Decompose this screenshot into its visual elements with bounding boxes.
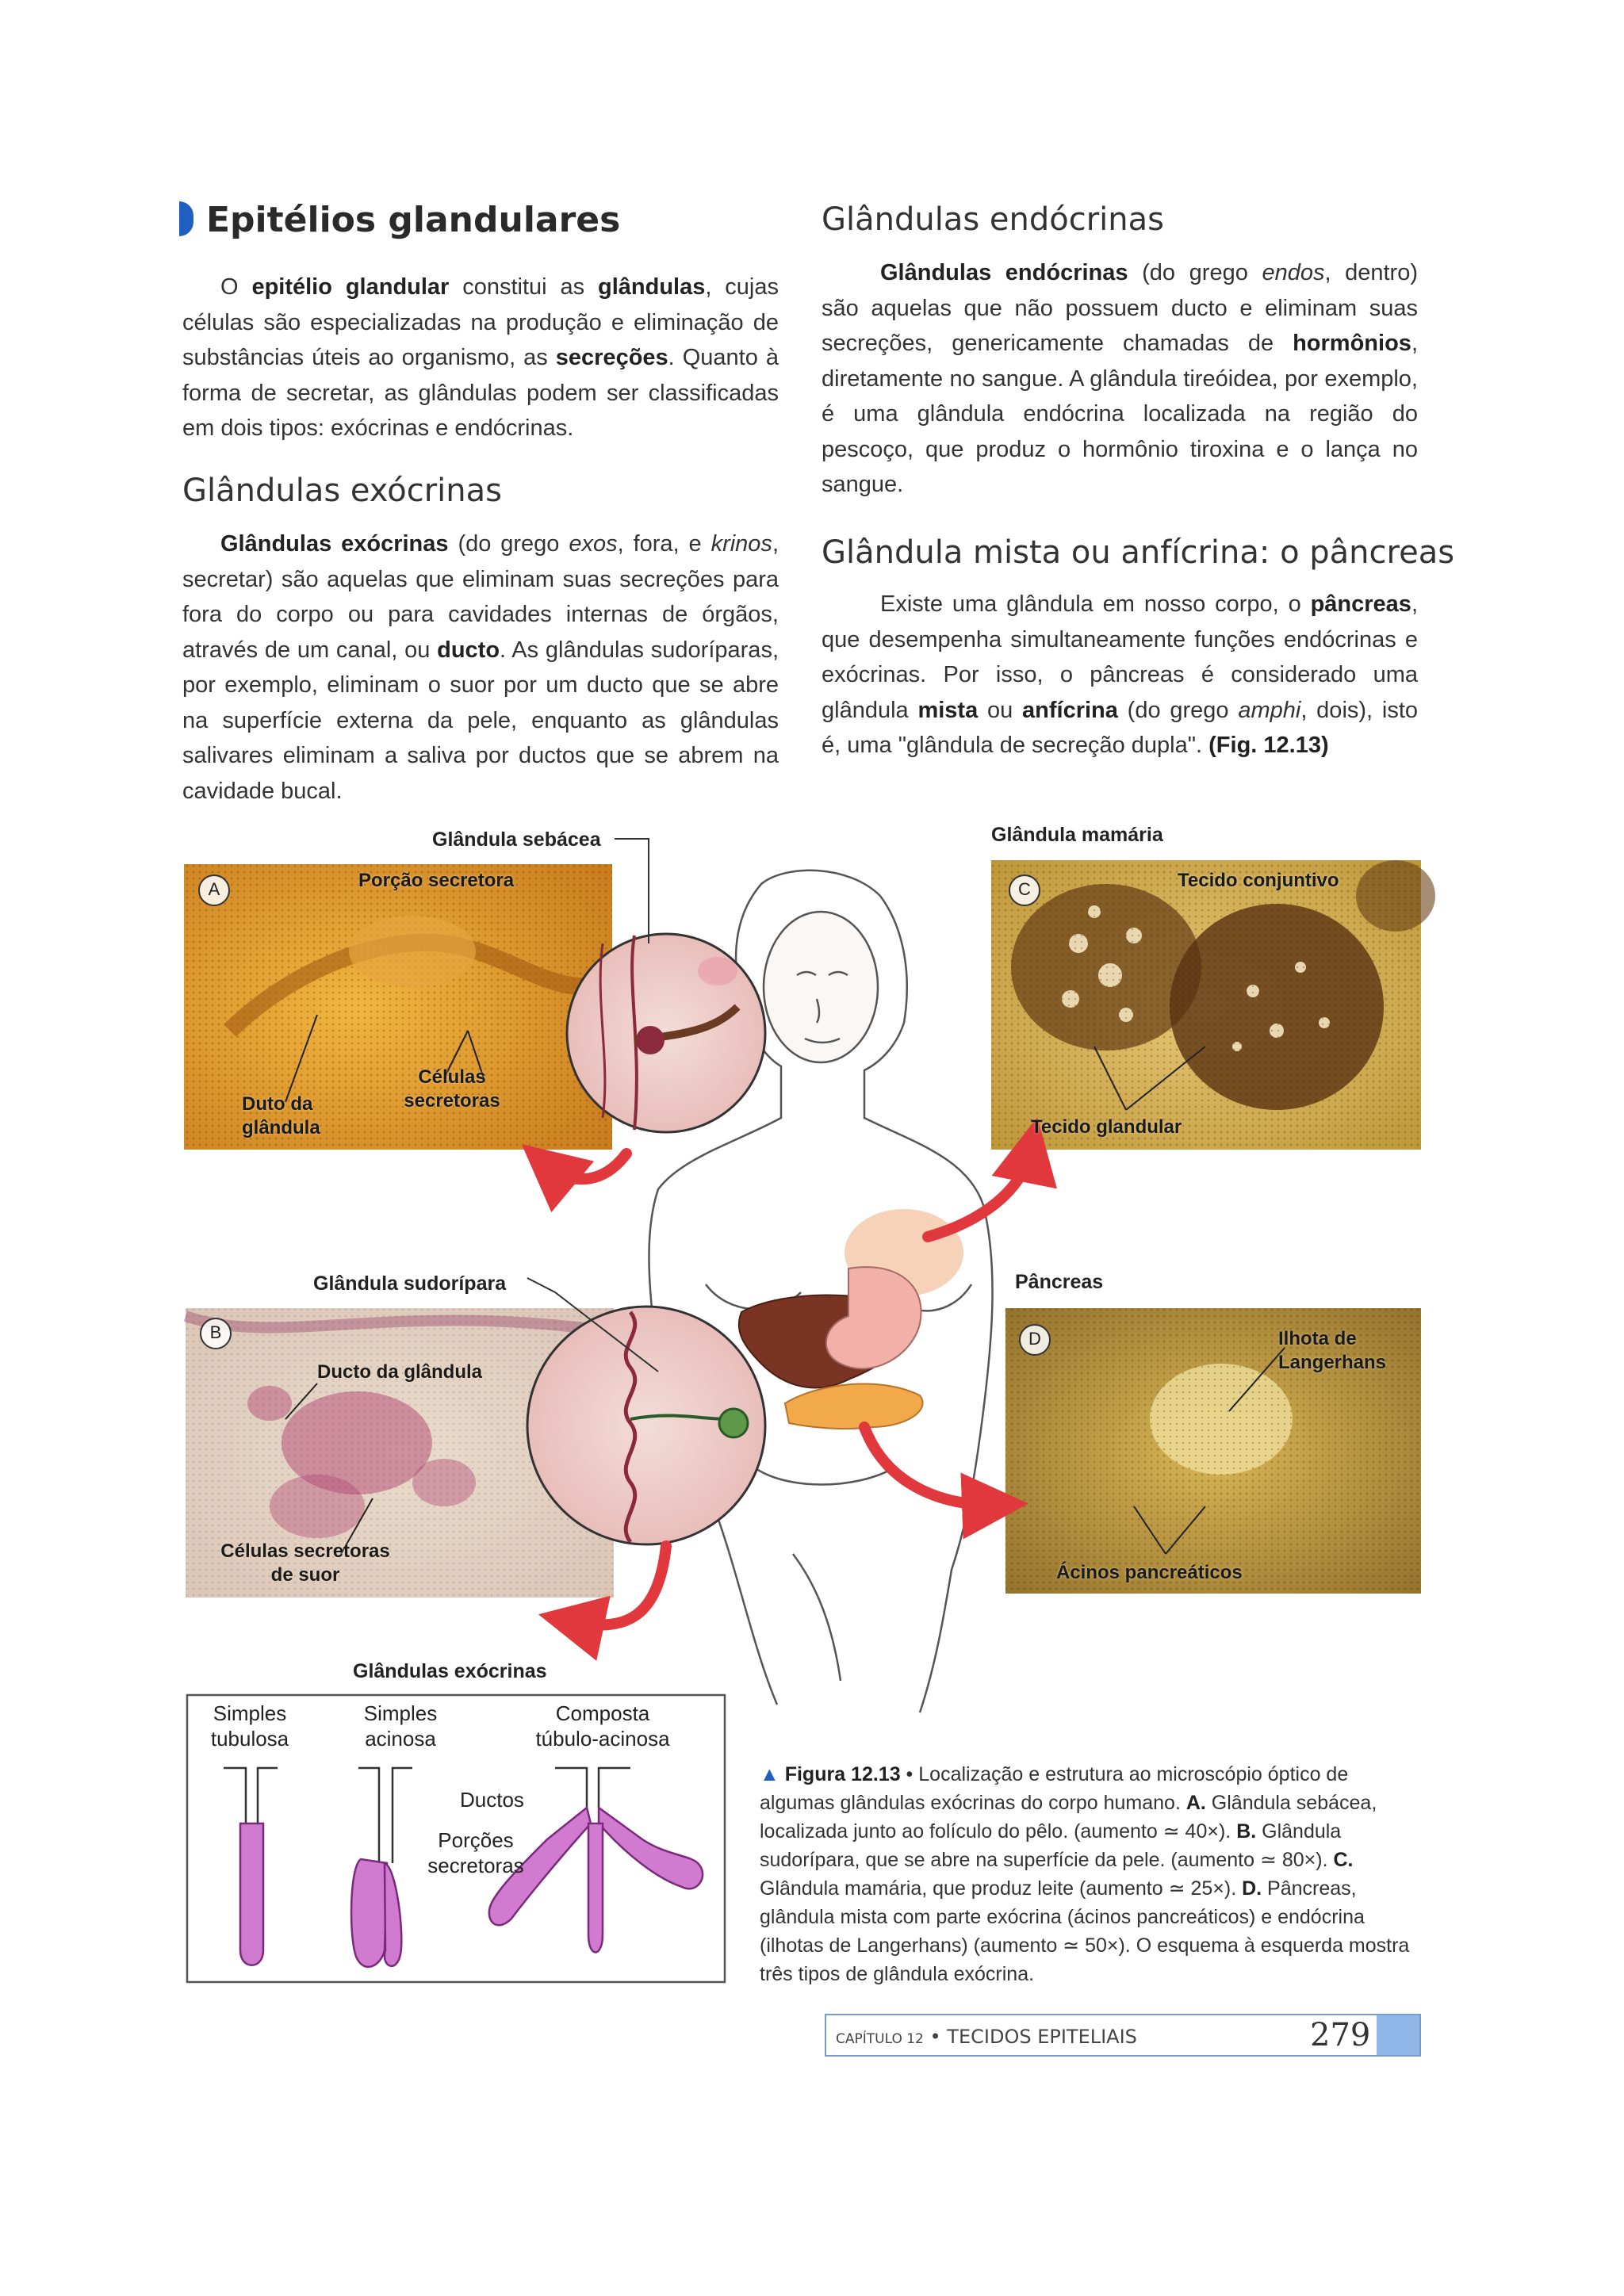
panel-c-badge: C xyxy=(1009,874,1040,906)
panel-a-porcao-label: Porção secretora xyxy=(358,870,515,891)
figure-12-13 xyxy=(0,809,1624,2030)
exocrine-heading: Glândulas exócrinas xyxy=(182,473,502,509)
exocrine-paragraph: Glândulas exócrinas (do grego exos, fora, e krinos, secretar) são aquelas que eliminam suas secreções para fora do corpo ou para cavidades internas de órgãos, através de um canal, ou ducto. As glândulas sudoríparas, por exemplo, eliminam o suor por um ducto que se abre na superfície externa da pele, enquanto as glândulas salivares eliminam a saliva por ductos que se abrem na cavidade bucal. xyxy=(182,531,779,804)
panel-b-celulas-label: Células secretoras de suor xyxy=(220,1540,390,1586)
endocrine-paragraph: Glândulas endócrinas (do grego endos, dentro) são aquelas que não possuem ducto e eliminam suas secreções, genericamente chamadas de hormônios, diretamente no sangue. A glândula tireóidea, por exemplo, é uma glândula endócrina localizada na região do pescoço, que produz o hormônio tiroxina e o lança no sangue. xyxy=(822,260,1418,497)
schema-type-3: Composta túbulo-acinosa xyxy=(535,1701,670,1751)
footer-accent-block xyxy=(1377,2015,1419,2055)
panel-c-glandular-label: Tecido glandular xyxy=(1031,1116,1182,1138)
schema-type-1: Simples tubulosa xyxy=(210,1701,289,1751)
section-title: Epitélios glandulares xyxy=(179,200,620,240)
schema-porcoes-label: Porções secretoras xyxy=(427,1828,524,1877)
panel-b-badge: B xyxy=(200,1318,232,1349)
section-marker-icon xyxy=(179,201,193,236)
label-pancreas: Pâncreas xyxy=(1015,1271,1104,1293)
mixed-heading: Glândula mista ou anfícrina: o pâncreas xyxy=(822,534,1455,571)
page-number: 279 xyxy=(1310,2017,1371,2053)
footer-chapter: CAPÍTULO 12 • TECIDOS EPITELIAIS xyxy=(836,2026,1137,2048)
label-sebacea: Glândula sebácea xyxy=(432,828,601,851)
sebaceous-zoom-circle xyxy=(567,934,765,1132)
page-footer xyxy=(825,2014,1421,2057)
panel-c-image xyxy=(991,860,1435,1150)
panel-d-ilhota-label: Ilhota de Langerhans xyxy=(1278,1328,1387,1373)
panel-d-acinos-label: Ácinos pancreáticos xyxy=(1056,1562,1243,1583)
abdominal-organs xyxy=(739,1267,923,1429)
sweat-gland-zoom-circle xyxy=(527,1307,765,1544)
panel-a-duto-label: Duto da glândula xyxy=(242,1093,320,1138)
schema-ductos-label: Ductos xyxy=(460,1788,524,1812)
panel-d-badge: D xyxy=(1019,1324,1051,1356)
panel-a-badge: A xyxy=(198,874,230,906)
label-mamaria: Glândula mamária xyxy=(991,824,1163,846)
mixed-paragraph: Existe uma glândula em nosso corpo, o pâncreas, que desempenha simultaneamente funções endócrinas e exócrinas. Por isso, o pâncreas é considerado uma glândula mista ou anfícrina (do grego amphi, dois), isto é, uma "glândula de secreção dupla". (Fig. 12.13) xyxy=(822,591,1419,758)
panel-c-conjuntivo-label: Tecido conjuntivo xyxy=(1178,870,1339,891)
label-sudoripara: Glândula sudorípara xyxy=(313,1272,507,1295)
figure-caption: ▲ Figura 12.13 • Localização e estrutura ao microscópio óptico de algumas glândulas exócrinas do corpo humano. A. Glândula sebácea, localizada junto ao folículo do pêlo. (aumento ≃ 40×). B. Glândula sudorípara, que se abre na superfície da pele. (aumento ≃ 80×). C. Glândula mamária, que produz leite (aumento ≃ 25×). D. Pâncreas, glândula mista com parte exócrina (ácinos pancreáticos) e endócrina (ilhotas de Langerhans) (aumento ≃ 50×). O esquema à esquerda mostra três tipos de glândula exócrina. xyxy=(760,1763,1410,1985)
schema-title: Glândulas exócrinas xyxy=(353,1660,547,1682)
endocrine-heading: Glândulas endócrinas xyxy=(822,201,1164,238)
intro-paragraph: O epitélio glandular constitui as glândulas, cujas células são especializadas na produção e eliminação de substâncias úteis ao organismo, as secreções. Quanto à forma de secretar, as glândulas podem ser classificadas em dois tipos: exócrinas e endócrinas. xyxy=(182,274,779,441)
panel-b-ducto-label: Ducto da glândula xyxy=(317,1361,483,1383)
schema-type-2: Simples acinosa xyxy=(363,1701,438,1751)
panel-a-celulas-label: Células secretoras xyxy=(404,1066,500,1112)
